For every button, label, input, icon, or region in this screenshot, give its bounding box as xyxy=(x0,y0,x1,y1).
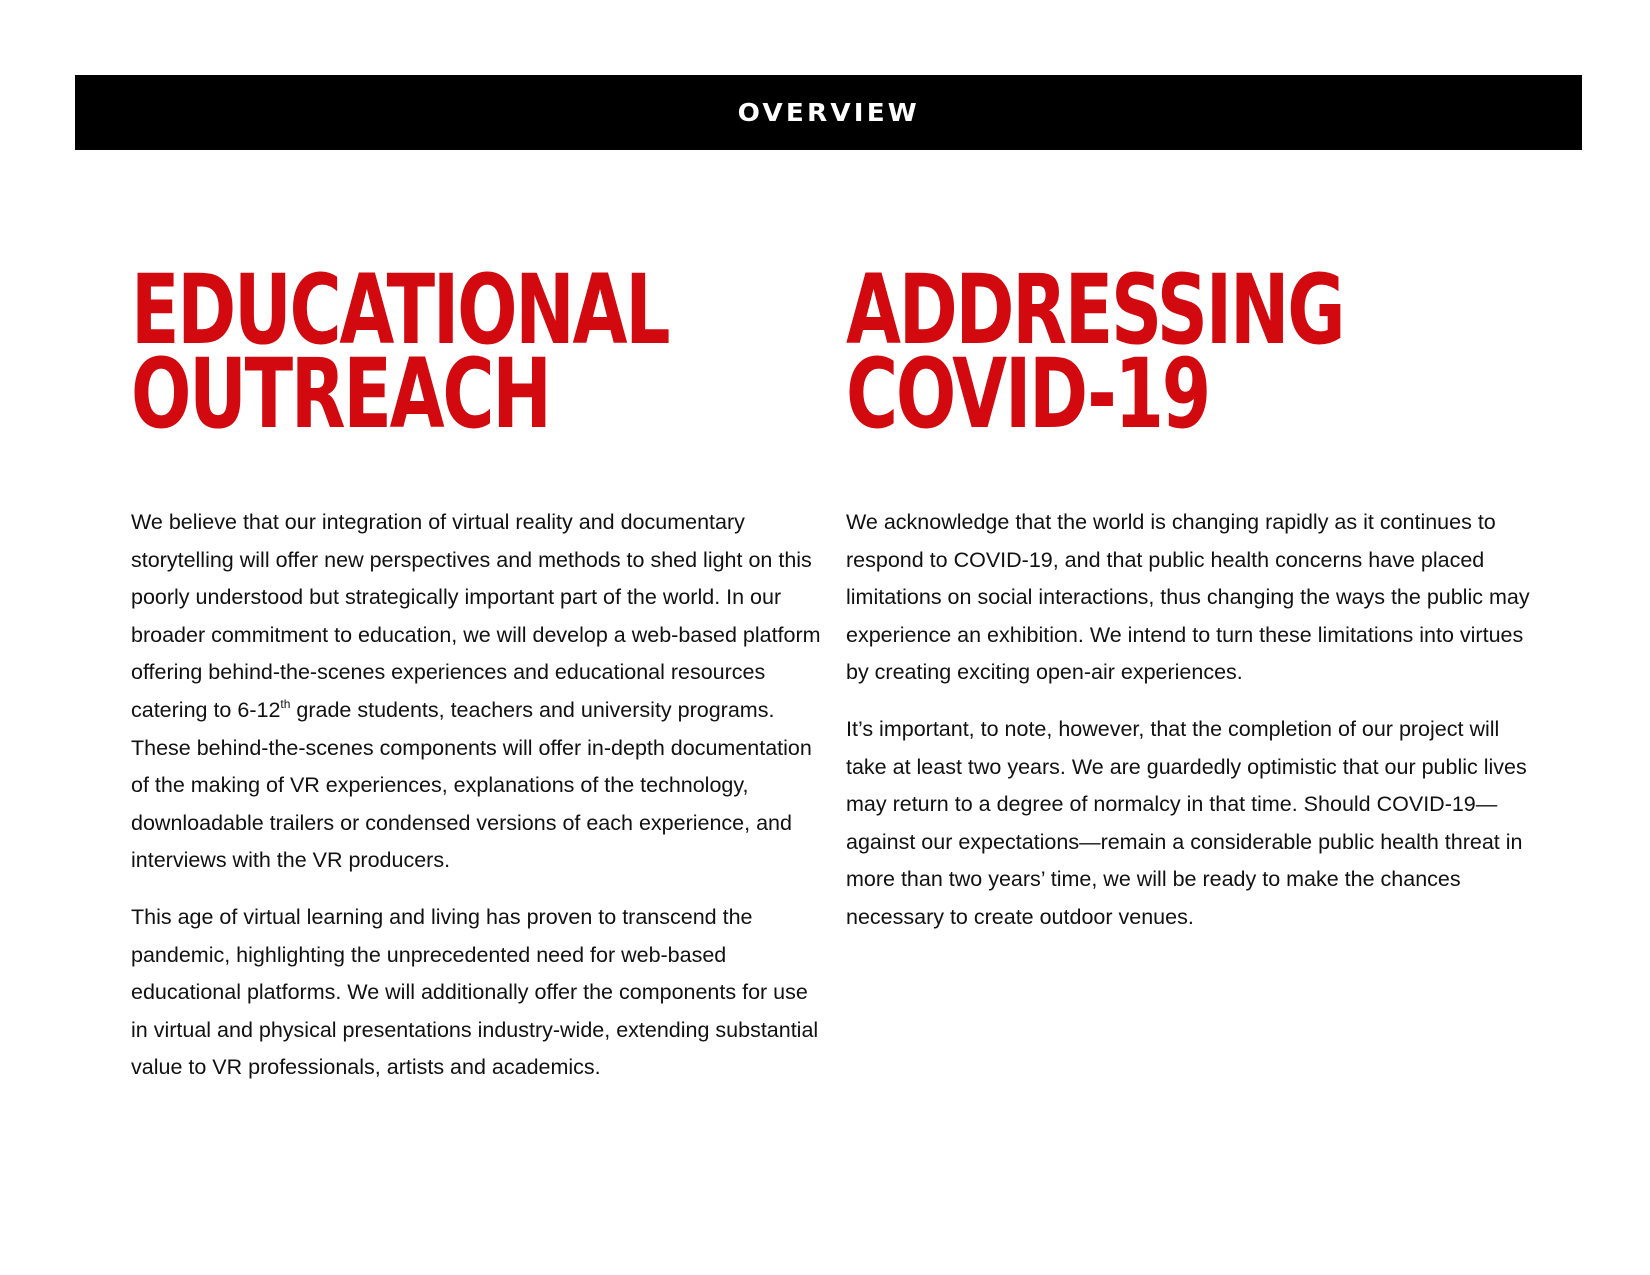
addressing-covid-heading xyxy=(846,254,1364,450)
paragraph: We acknowledge that the world is changing rapidly as it continues to respond to COVID-19, and that public health concerns have placed limitations on social interactions, thus changing the ways the public may experience an exhibition. We intend to turn these limitations into virtues by creating exciting open-air experiences. xyxy=(846,510,1530,685)
paragraph xyxy=(131,504,821,880)
paragraph: It’s important, to note, however, that the completion of our project will take at least two years. We are guardedly optimistic that our public lives may return to a degree of normalcy in that time. Should COVID-19—against our expectations—remain a considerable public health threat in more than two years’ time, we will be ready to make the chances necessary to create outdoor venues. xyxy=(846,716,1527,929)
ordinal-suffix: th xyxy=(280,696,291,711)
educational-outreach-body xyxy=(131,504,821,1106)
heading-line-2: OUTREACH xyxy=(131,338,550,450)
overview-header-bar xyxy=(75,75,1582,150)
heading-line-1: ADDRESSING xyxy=(846,254,1344,366)
paragraph: This age of virtual learning and living has proven to transcend the pandemic, highlighting the unprecedented need for web-based educational platforms. We will additionally offer the components for use in virtual and physical presentations industry-wide, extending substantial value to VR professionals, artists and academics. xyxy=(131,904,819,1080)
heading-line-2: COVID-19 xyxy=(846,338,1209,450)
educational-outreach-section xyxy=(131,254,831,1080)
paragraph-text: grade students, teachers and university programs. These behind-the-scenes components will offer in-depth documentation of the making of VR experiences, explanations of the technology, downloadable trailers or condensed versions of each experience, and interviews with the VR producers. xyxy=(131,697,812,873)
educational-outreach-heading xyxy=(131,254,669,450)
addressing-covid-section xyxy=(846,254,1546,929)
overview-title: OVERVIEW xyxy=(737,98,920,127)
paragraph-text: We believe that our integration of virtual reality and documentary storytelling will offer new perspectives and methods to shed light on this poorly understood but strategically important part of the world. In our broader commitment to education, we will develop a web-based platform offering behind-the-scenes experiences and educational resources catering to 6-12 xyxy=(131,510,821,722)
addressing-covid-body xyxy=(846,504,1536,956)
heading-line-1: EDUCATIONAL xyxy=(131,254,669,366)
